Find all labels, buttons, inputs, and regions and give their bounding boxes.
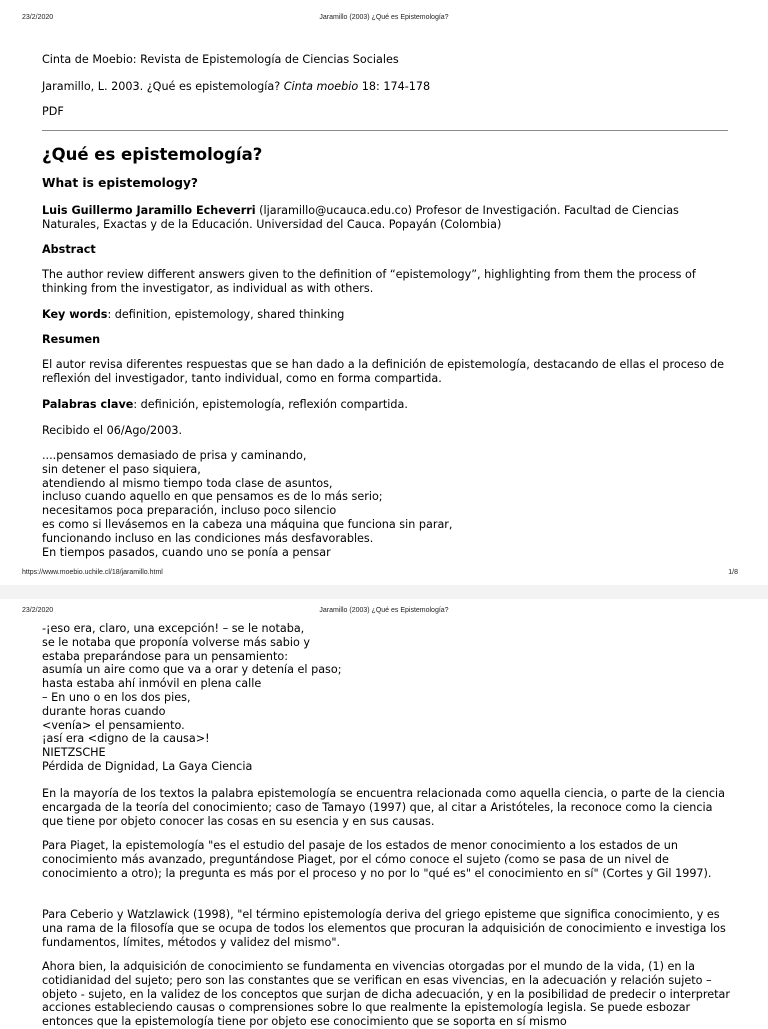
epigraph-line: asumía un aire como que va a orar y detenía el paso; xyxy=(42,663,342,677)
divider xyxy=(42,130,728,131)
abstract-heading: Abstract xyxy=(42,243,96,256)
body-paragraph: En la mayoría de los textos la palabra epistemología se encuentra relacionada como aquella ciencia, o parte de la ciencia encargada de la teoría del conocimiento; caso de Tamayo (1997) que, al citar a Aristóteles, la reconoce como la ciencia que tiene por objeto conocer las cosas en su esencia y en sus causas. xyxy=(42,787,725,828)
article-subtitle: What is epistemology? xyxy=(42,176,198,190)
keywords-label: Key words xyxy=(42,308,108,321)
header-date: 23/2/2020 xyxy=(22,14,54,21)
palabras-clave-text: : definición, epistemología, reflexión compartida. xyxy=(133,398,408,411)
page-break xyxy=(0,585,768,599)
header-date: 23/2/2020 xyxy=(22,607,54,614)
epigraph-part1 xyxy=(42,449,452,559)
epigraph-line: En tiempos pasados, cuando uno se ponía a pensar xyxy=(42,545,331,559)
epigraph-line: es como si llevásemos en la cabeza una máquina que funciona sin parar, xyxy=(42,517,453,531)
page-header xyxy=(0,607,768,621)
keywords xyxy=(42,308,732,322)
pdf-link[interactable]: PDF xyxy=(42,105,64,118)
epigraph-line: funcionando incluso en las condiciones más desfavorables. xyxy=(42,531,374,545)
epigraph-line: Pérdida de Dignidad, La Gaya Ciencia xyxy=(42,759,253,773)
palabras-clave xyxy=(42,398,732,412)
resumen-text: El autor revisa diferentes respuestas que se han dado a la definición de epistemología, destacando de ellas el proceso de reflexión del investigador, tanto individual, como en forma compartida. xyxy=(42,358,724,385)
citation-pages: 18: 174-178 xyxy=(358,80,431,93)
author-block xyxy=(42,204,732,232)
footer-url[interactable]: https://www.moebio.uchile.cl/18/jaramillo.html xyxy=(22,569,163,576)
epigraph-line: NIETZSCHE xyxy=(42,746,106,760)
journal-name: Cinta de Moebio: Revista de Epistemología de Ciencias Sociales xyxy=(42,53,399,66)
body-paragraph: Para Ceberio y Watzlawick (1998), "el término epistemología deriva del griego episteme que significa conocimiento, y es una rama de la filosofía que se ocupa de todos los elementos que procuran la adquisición de conocimiento e investiga los fundamentos, límites, métodos y validez del mismo". xyxy=(42,908,726,949)
citation-text: Jaramillo, L. 2003. ¿Qué es epistemología? xyxy=(42,80,284,93)
abstract-text: The author review different answers given to the definition of “epistemology”, highlighting from them the process of thinking from the investigator, as individual as with others. xyxy=(42,268,696,295)
palabras-clave-label: Palabras clave xyxy=(42,398,134,411)
author-affiliation: (ljaramillo@ucauca.edu.co) Profesor de Investigación. Facultad de Ciencias Naturales, Exactas y de la Educación. Universidad del Cauca. Popayán (Colombia) xyxy=(42,204,679,231)
epigraph-line: <venía> el pensamiento. xyxy=(42,718,185,732)
received-date: Recibido el 06/Ago/2003. xyxy=(42,424,183,437)
epigraph-line: durante horas cuando xyxy=(42,704,166,718)
keywords-text: : definition, epistemology, shared thinking xyxy=(107,308,345,321)
author-name: Luis Guillermo Jaramillo Echeverri xyxy=(42,204,256,217)
epigraph-line: ....pensamos demasiado de prisa y caminando, xyxy=(42,449,307,462)
epigraph-line: – En uno o en los dos pies, xyxy=(42,690,191,704)
epigraph-line: incluso cuando aquello en que pensamos es de lo más serio; xyxy=(42,490,383,504)
header-title: Jaramillo (2003) ¿Qué es Epistemología? xyxy=(319,607,449,614)
resumen-heading: Resumen xyxy=(42,333,101,346)
body-paragraph xyxy=(42,839,732,880)
epigraph-line: sin detener el paso siquiera, xyxy=(42,462,201,476)
paragraph-italic: ( xyxy=(504,852,509,866)
article-title: ¿Qué es epistemología? xyxy=(42,145,263,164)
epigraph-line: se le notaba que proponía volverse más sabio y xyxy=(42,635,310,649)
paragraph-text: Para Piaget, la epistemología "es el estudio del pasaje de los estados de menor conocimiento a los estados de un conocimiento más avanzado, preguntándose Piaget, por el cómo conoce el sujeto xyxy=(42,839,678,866)
epigraph-line: ¡así era <digno de la causa>! xyxy=(42,732,210,746)
epigraph-line: -¡eso era, claro, una excepción! – se le notaba, xyxy=(42,622,305,635)
epigraph-line: necesitamos poca preparación, incluso poco silencio xyxy=(42,504,337,518)
epigraph-line: atendiendo al mismo tiempo toda clase de asuntos, xyxy=(42,476,333,490)
epigraph-line: estaba preparándose para un pensamiento: xyxy=(42,649,288,663)
epigraph-line: hasta estaba ahí inmóvil en plena calle xyxy=(42,677,262,691)
epigraph-part2 xyxy=(42,622,342,774)
header-title: Jaramillo (2003) ¿Qué es Epistemología? xyxy=(319,14,449,21)
body-paragraph: Ahora bien, la adquisición de conocimiento se fundamenta en vivencias otorgadas por el mundo de la vida, (1) en la cotidianidad del sujeto; pero son las constantes que se verifican en esas vivencias, en la adecuación y relación sujeto –objeto - sujeto, en la validez de los conceptos que surjan de dicha adecuación, y en la posibilidad de predecir o interpretar acciones estableciendo causas o comprensiones sobre lo que realmente la epistemología legisla. Se puede esbozar entonces que la epistemología tiene por objeto ese conocimiento que se soporta en sí mismo xyxy=(42,960,730,1029)
paragraph-text: como se pasa de un nivel de conocimiento a otro); la pregunta es más por el proceso y no por lo "qué es" el conocimiento en sí" (Cortes y Gil 1997). xyxy=(42,852,712,880)
footer-page-number: 1/8 xyxy=(728,569,738,576)
page-header xyxy=(0,14,768,28)
citation-journal: Cinta moebio xyxy=(283,80,359,93)
page-footer xyxy=(0,569,768,583)
citation xyxy=(42,80,430,94)
